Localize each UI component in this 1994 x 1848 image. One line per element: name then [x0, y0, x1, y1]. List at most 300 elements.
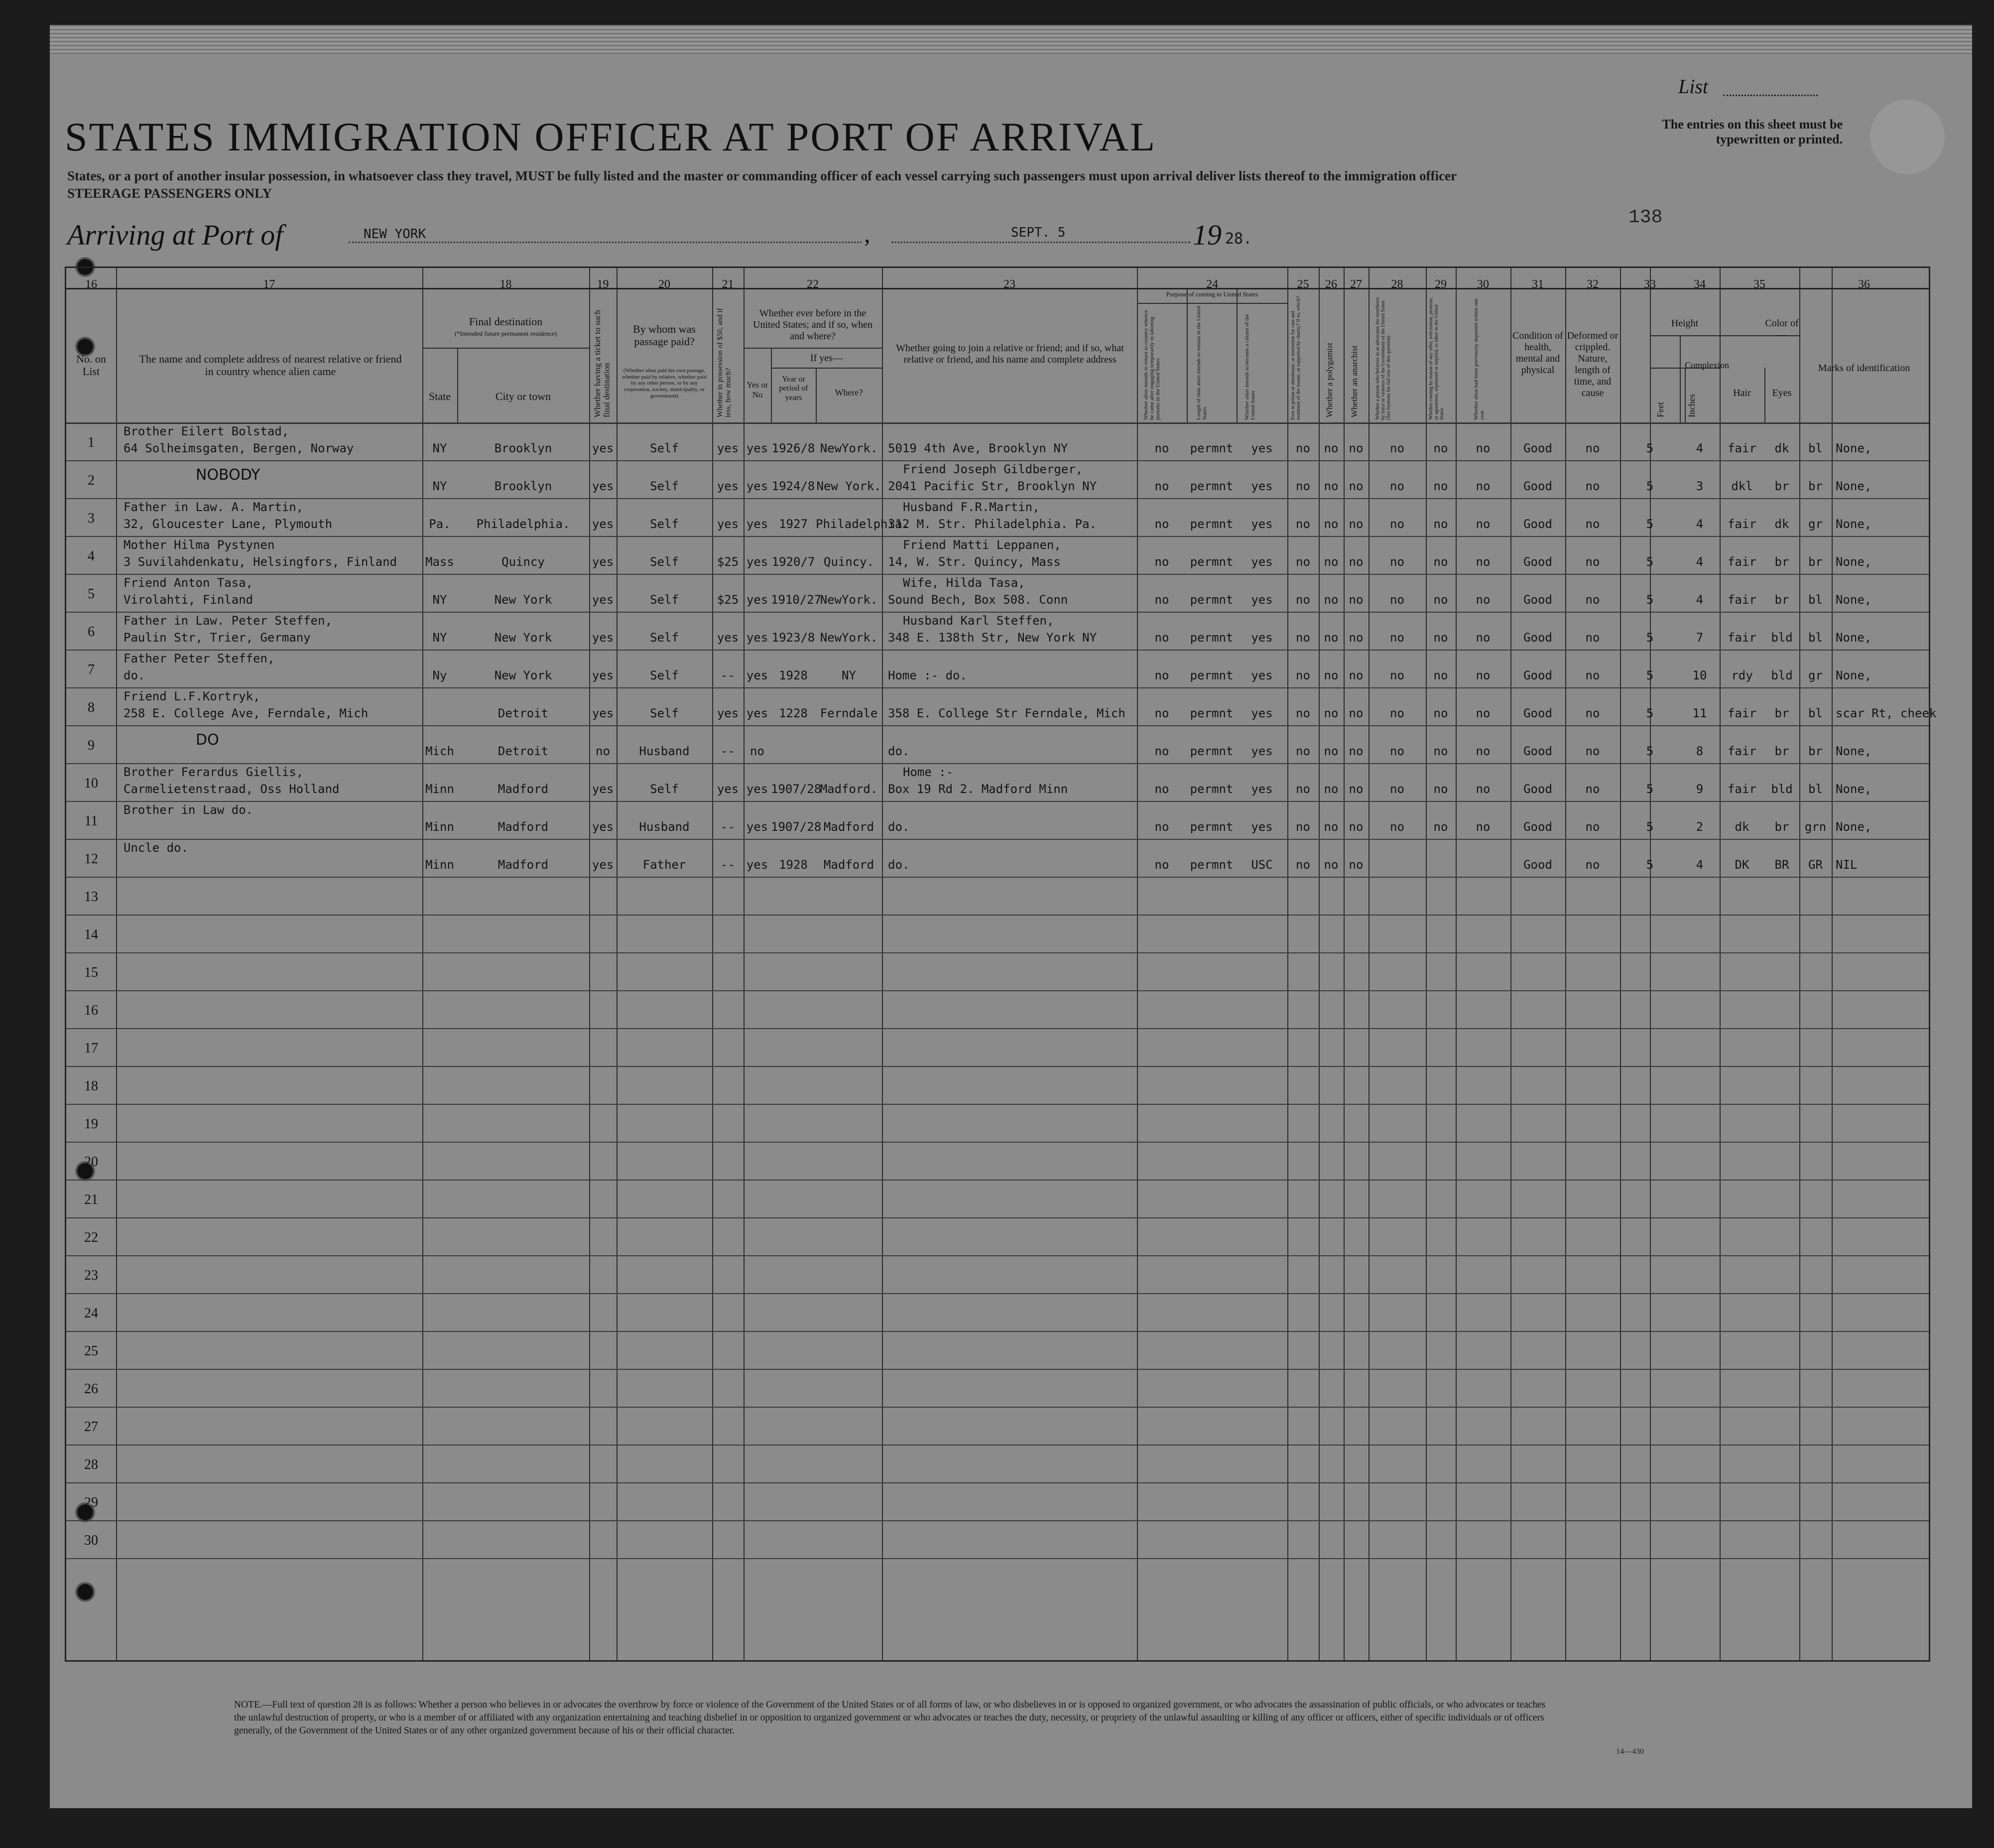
cell-ticket: yes — [592, 858, 614, 872]
row-rule — [66, 1331, 1929, 1332]
cell-feet: 5 — [1646, 744, 1654, 758]
cell-p_a: no — [1154, 782, 1169, 796]
col-num: 31 — [1532, 278, 1544, 291]
cell-c29: no — [1433, 555, 1448, 569]
cell-where: Ferndale — [820, 706, 878, 720]
cell-feet: 5 — [1646, 555, 1654, 569]
row-number: 6 — [88, 624, 95, 640]
joining-address: Home :- do. — [888, 668, 967, 682]
joining-address: do. — [888, 858, 910, 872]
cell-p_b: permnt — [1190, 479, 1234, 493]
cell-before: yes — [746, 593, 768, 607]
relative-address: Paulin Str, Trier, Germany — [124, 631, 311, 645]
cell-complexion: rdy — [1731, 668, 1753, 682]
cell-c25: no — [1296, 441, 1310, 455]
year-prefix: 19 — [1193, 219, 1222, 251]
cell-deformed: no — [1585, 668, 1600, 682]
row-number: 5 — [88, 586, 95, 602]
cell-money: yes — [717, 706, 739, 720]
cell-p_a: no — [1154, 858, 1169, 872]
col-num: 16 — [85, 278, 97, 291]
row-rule — [66, 1142, 1929, 1143]
row-rule — [66, 1558, 1929, 1559]
cell-c30: no — [1476, 820, 1491, 834]
cell-year: 1920/7 — [771, 555, 815, 569]
cell-hair: br — [1774, 593, 1789, 607]
cell-p_b: permnt — [1190, 555, 1234, 569]
cell-marks: None, — [1836, 820, 1872, 834]
cell-hair: br — [1774, 744, 1789, 758]
cell-hair: dk — [1774, 441, 1789, 455]
cell-p_c: yes — [1251, 517, 1273, 531]
cell-c26: no — [1324, 706, 1339, 720]
header-health: Condition of health, mental and physical — [1512, 330, 1563, 376]
cell-paid: Self — [650, 517, 679, 531]
relative-name: Brother Ferardus Giellis, — [124, 765, 304, 779]
date-value: SEPT. 5 — [1011, 225, 1066, 240]
cell-inches: 9 — [1696, 782, 1704, 796]
header-year-period: Year or period of years — [779, 375, 808, 402]
footnote: NOTE.—Full text of question 28 is as follows: Whether a person who believes in or advocates the overthrow by force or violence of the Government of the United States or of all forms of law, or who disbelieves in or is opposed to organized government, or who advocates the assassination of public officials, or who advocates or teaches the unlawful destruction of property, or who is a member of or affiliated with any organization entertaining and teaching disbelief in or opposition to organized government or who advocates or teaches the duty, necessity, or propriety of the unlawful assaulting or killing of any officer or officers, either of specific individuals or of officers generally, of the Government of the United States or of any other organized government because of his or their official character. — [234, 1700, 1546, 1736]
row-number: 26 — [84, 1381, 98, 1397]
row-rule — [66, 612, 1929, 613]
cell-city: New York — [494, 593, 552, 607]
cell-p_a: no — [1154, 744, 1169, 758]
cell-c26: no — [1324, 820, 1339, 834]
row-rule — [66, 952, 1929, 953]
cell-c25: no — [1296, 631, 1310, 645]
cell-complexion: fair — [1728, 555, 1756, 569]
cell-c26: no — [1324, 631, 1339, 645]
header-height: Height — [1671, 318, 1699, 329]
joining-name: Friend Joseph Gildberger, — [903, 462, 1083, 476]
cell-paid: Self — [650, 441, 679, 455]
cell-paid: Husband — [639, 820, 690, 834]
cell-year: 1928 — [779, 858, 808, 872]
cell-eyes: bl — [1808, 706, 1823, 720]
cell-before: yes — [746, 441, 768, 455]
cell-city: Detroit — [498, 744, 549, 758]
cell-marks: None, — [1836, 668, 1872, 682]
handwritten-entry: DO — [196, 731, 219, 749]
cell-complexion: fair — [1728, 631, 1756, 645]
cell-p_c: yes — [1251, 555, 1273, 569]
cell-c29: no — [1433, 593, 1448, 607]
cell-deformed: no — [1585, 441, 1600, 455]
cell-before: no — [750, 744, 764, 758]
joining-name: Friend Matti Leppanen, — [903, 538, 1061, 552]
cell-ticket: yes — [592, 631, 614, 645]
cell-year: 1928 — [779, 668, 808, 682]
header-inches: Inches — [1687, 394, 1697, 417]
arriving-label: Arriving at Port of — [67, 219, 283, 251]
row-number: 12 — [84, 851, 98, 867]
cell-p_b: permnt — [1190, 820, 1234, 834]
cell-where: Madford — [823, 858, 874, 872]
row-number: 19 — [84, 1116, 98, 1132]
cell-c27: no — [1349, 744, 1364, 758]
cell-year: 1910/27 — [771, 593, 822, 607]
cell-p_c: yes — [1251, 706, 1273, 720]
year-value: 28. — [1225, 230, 1252, 248]
passenger-class: STEERAGE PASSENGERS ONLY — [67, 186, 272, 201]
cell-p_b: permnt — [1190, 668, 1234, 682]
header-final-destination-note: (*Intended future permanent residence) — [454, 330, 557, 337]
col-num: 20 — [658, 278, 670, 291]
header-overthrow: Whether a person who believes in or advocates the overthrow by force or violence of the Government of the United States (See footnote for full text of this question) — [1375, 297, 1391, 420]
col-num: 25 — [1297, 278, 1309, 291]
row-number: 16 — [84, 1003, 98, 1018]
joining-name: Wife, Hilda Tasa, — [903, 576, 1025, 590]
cell-c26: no — [1324, 782, 1339, 796]
cell-p_b: permnt — [1190, 782, 1234, 796]
header-purpose: Purpose of coming to United States — [1166, 290, 1258, 298]
header-passage-paid: By whom was passage paid? — [633, 323, 696, 348]
cell-p_c: yes — [1251, 744, 1273, 758]
cell-c30: no — [1476, 782, 1491, 796]
cell-hair: br — [1774, 555, 1789, 569]
cell-c25: no — [1296, 668, 1310, 682]
cell-c30: no — [1476, 479, 1491, 493]
col-num: 33 — [1644, 278, 1656, 291]
cell-ticket: yes — [592, 555, 614, 569]
joining-address: Sound Bech, Box 508. Conn — [888, 593, 1068, 607]
cell-money: $25 — [717, 593, 739, 607]
cell-money: yes — [717, 479, 739, 493]
cell-money: yes — [717, 782, 739, 796]
cell-eyes: br — [1808, 479, 1823, 493]
cell-city: Madford — [498, 820, 549, 834]
row-rule — [66, 801, 1929, 802]
form-code: 14—430 — [1616, 1747, 1644, 1756]
cell-where: Madford — [823, 820, 874, 834]
cell-inches: 3 — [1696, 479, 1704, 493]
header-eyes: Eyes — [1772, 388, 1792, 398]
header-color-of: Color of— — [1765, 318, 1799, 340]
cell-hair: bld — [1771, 668, 1793, 682]
cell-marks: None, — [1836, 782, 1872, 796]
relative-address: 258 E. College Ave, Ferndale, Mich — [124, 706, 369, 720]
cell-state: NY — [432, 479, 447, 493]
row-number: 18 — [84, 1078, 98, 1094]
cell-p_c: yes — [1251, 593, 1273, 607]
cell-complexion: fair — [1728, 744, 1756, 758]
relative-address: 64 Solheimsgaten, Bergen, Norway — [124, 441, 354, 455]
cell-money: yes — [717, 517, 739, 531]
joining-address: do. — [888, 744, 910, 758]
cell-p_a: no — [1154, 593, 1169, 607]
cell-before: yes — [746, 479, 768, 493]
row-rule — [66, 839, 1929, 840]
cell-c25: no — [1296, 593, 1310, 607]
joining-address: do. — [888, 820, 910, 834]
cell-c29: no — [1433, 744, 1448, 758]
header-polygamist: Whether a polygamist — [1325, 342, 1334, 417]
cell-city: Brooklyn — [494, 441, 552, 455]
port-line — [349, 242, 862, 243]
cell-feet: 5 — [1646, 479, 1654, 493]
cell-state: NY — [432, 631, 447, 645]
header-no-on-list: No. on List — [76, 353, 106, 378]
header-deformed: Deformed or crippled. Nature, length of time, and cause — [1567, 330, 1619, 398]
col-num: 19 — [597, 278, 609, 291]
cell-eyes: gr — [1808, 517, 1823, 531]
cell-where: New York. — [816, 479, 881, 493]
cell-ticket: yes — [592, 593, 614, 607]
row-rule — [66, 422, 1929, 423]
typewritten-note: The entries on this sheet must be typewritten or printed. — [1662, 117, 1843, 146]
cell-p_b: permnt — [1190, 631, 1234, 645]
cell-where: NewYork. — [820, 593, 878, 607]
cell-state: NY — [432, 441, 447, 455]
cell-inches: 4 — [1696, 555, 1704, 569]
cell-inches: 11 — [1692, 706, 1707, 720]
row-rule — [66, 1482, 1929, 1483]
cell-inches: 2 — [1696, 820, 1704, 834]
cell-paid: Self — [650, 555, 679, 569]
cell-c28: no — [1390, 517, 1404, 531]
header-where: Where? — [835, 388, 863, 397]
relative-address: Virolahti, Finland — [124, 593, 253, 607]
stamp-mark — [1870, 100, 1945, 174]
relative-name: Friend L.F.Kortryk, — [124, 689, 260, 703]
joining-address: 312 M. Str. Philadelphia. Pa. — [888, 517, 1097, 531]
col-num: 29 — [1435, 278, 1447, 291]
header-nearest-relative: The name and complete address of nearest relative or friend in country whence alien came — [139, 353, 402, 378]
cell-complexion: fair — [1728, 517, 1756, 531]
row-rule — [66, 725, 1929, 726]
cell-eyes: gr — [1808, 668, 1823, 682]
cell-money: -- — [721, 668, 735, 682]
cell-c30: no — [1476, 631, 1491, 645]
cell-c29: no — [1433, 706, 1448, 720]
cell-marks: None, — [1836, 441, 1872, 455]
cell-year: 1926/8 — [771, 441, 815, 455]
cell-p_a: no — [1154, 820, 1169, 834]
header-purpose-b: Length of time alien intends to remain in the United States — [1196, 306, 1208, 420]
cell-paid: Father — [642, 858, 686, 872]
header-deported: Whether alien had been previously deported within one year — [1473, 298, 1486, 420]
relative-name: Brother Eilert Bolstad, — [124, 424, 289, 438]
cell-feet: 5 — [1646, 631, 1654, 645]
col-num: 36 — [1858, 278, 1870, 291]
row-rule — [66, 1445, 1929, 1446]
row-rule — [66, 460, 1929, 461]
cell-inches: 7 — [1696, 631, 1704, 645]
cell-feet: 5 — [1646, 706, 1654, 720]
joining-name: Home :- — [903, 765, 954, 779]
cell-city: Quincy — [501, 555, 545, 569]
header-marks: Marks of identification — [1818, 363, 1910, 374]
row-rule — [66, 1028, 1929, 1029]
cell-city: Madford — [498, 858, 549, 872]
cell-c28: no — [1390, 706, 1404, 720]
cell-c26: no — [1324, 479, 1339, 493]
cell-health: Good — [1523, 631, 1552, 645]
cell-deformed: no — [1585, 631, 1600, 645]
row-rule — [66, 687, 1929, 688]
cell-deformed: no — [1585, 858, 1600, 872]
col-num: 18 — [499, 278, 512, 291]
cell-health: Good — [1523, 555, 1552, 569]
row-number: 22 — [84, 1230, 98, 1245]
cell-feet: 5 — [1646, 517, 1654, 531]
header-feet: Feet — [1655, 402, 1665, 417]
cell-inches: 4 — [1696, 517, 1704, 531]
cell-c28: no — [1390, 555, 1404, 569]
cell-feet: 5 — [1646, 820, 1654, 834]
cell-before: yes — [746, 706, 768, 720]
list-label: List — [1678, 75, 1709, 98]
cell-year: 1907/28 — [771, 820, 822, 834]
cell-c26: no — [1324, 593, 1339, 607]
cell-ticket: yes — [592, 820, 614, 834]
cell-paid: Self — [650, 782, 679, 796]
cell-state: Mass — [425, 555, 454, 569]
cell-c29: no — [1433, 517, 1448, 531]
cell-c25: no — [1296, 744, 1310, 758]
cell-p_b: permnt — [1190, 441, 1234, 455]
cell-c28: no — [1390, 820, 1404, 834]
joining-address: 2041 Pacific Str, Brooklyn NY — [888, 479, 1097, 493]
cell-deformed: no — [1585, 479, 1600, 493]
header-prison: Ever in prison or almshouse, or institution for care and treatment of the insane, or supported by charity? If so, which? — [1290, 296, 1301, 420]
cell-health: Good — [1523, 517, 1552, 531]
cell-c28: no — [1390, 441, 1404, 455]
relative-name: Uncle do. — [124, 841, 189, 855]
cell-health: Good — [1523, 820, 1552, 834]
cell-marks: None, — [1836, 744, 1872, 758]
col-num: 35 — [1753, 278, 1765, 291]
joining-address: 348 E. 138th Str, New York NY — [888, 631, 1097, 645]
row-number: 7 — [88, 662, 95, 677]
cell-paid: Self — [650, 631, 679, 645]
cell-c27: no — [1349, 517, 1364, 531]
cell-c28: no — [1390, 479, 1404, 493]
col-num: 23 — [1003, 278, 1015, 291]
col-num: 22 — [807, 278, 819, 291]
cell-year: 1923/8 — [771, 631, 815, 645]
cell-city: Detroit — [498, 706, 549, 720]
header-yes-no: Yes or No — [747, 380, 768, 399]
relative-address: do. — [124, 668, 145, 682]
cell-inches: 4 — [1696, 441, 1704, 455]
cell-marks: None, — [1836, 517, 1872, 531]
cell-p_a: no — [1154, 668, 1169, 682]
cell-deformed: no — [1585, 782, 1600, 796]
cell-c27: no — [1349, 479, 1364, 493]
row-rule — [66, 1369, 1929, 1370]
cell-c26: no — [1324, 744, 1339, 758]
cell-c27: no — [1349, 441, 1364, 455]
cell-c25: no — [1296, 555, 1310, 569]
cell-eyes: bl — [1808, 631, 1823, 645]
cell-c30: no — [1476, 706, 1491, 720]
cell-paid: Self — [650, 479, 679, 493]
cell-state: NY — [432, 593, 447, 607]
cell-before: yes — [746, 555, 768, 569]
row-rule — [66, 1180, 1929, 1181]
cell-c26: no — [1324, 858, 1339, 872]
relative-name: Father in Law. Peter Steffen, — [124, 614, 333, 628]
cell-state: Pa. — [429, 517, 451, 531]
cell-health: Good — [1523, 782, 1552, 796]
cell-c27: no — [1349, 555, 1364, 569]
cell-c25: no — [1296, 706, 1310, 720]
joining-address: 5019 4th Ave, Brooklyn NY — [888, 441, 1068, 455]
header-purpose-c: Whether alien intends to become a citizen of the United States — [1244, 314, 1256, 420]
row-rule — [66, 1293, 1929, 1294]
cell-ticket: yes — [592, 782, 614, 796]
cell-state: Minn — [425, 820, 454, 834]
cell-city: Brooklyn — [494, 479, 552, 493]
cell-paid: Self — [650, 593, 679, 607]
header-before-in-us: Whether ever before in the United States; and if so, when and where? — [753, 308, 872, 342]
cell-p_b: permnt — [1190, 517, 1234, 531]
page-title: STATES IMMIGRATION OFFICER AT PORT OF ARRIVAL — [65, 114, 1157, 159]
cell-ticket: no — [596, 744, 610, 758]
cell-ticket: yes — [592, 668, 614, 682]
cell-c26: no — [1324, 555, 1339, 569]
cell-p_b: permnt — [1190, 593, 1234, 607]
row-rule — [66, 1407, 1929, 1408]
cell-where: NY — [842, 668, 856, 682]
cell-state: Minn — [425, 782, 454, 796]
cell-c27: no — [1349, 782, 1364, 796]
cell-state: Ny — [432, 668, 447, 682]
cell-c30: no — [1476, 668, 1491, 682]
cell-c25: no — [1296, 782, 1310, 796]
cell-before: yes — [746, 782, 768, 796]
row-rule — [66, 574, 1929, 575]
cell-p_c: yes — [1251, 479, 1273, 493]
cell-c30: no — [1476, 555, 1491, 569]
row-number: 15 — [84, 965, 98, 980]
row-number: 23 — [84, 1268, 98, 1283]
cell-health: Good — [1523, 744, 1552, 758]
row-rule — [66, 1255, 1929, 1256]
cell-paid: Self — [650, 668, 679, 682]
cell-ticket: yes — [592, 517, 614, 531]
cell-deformed: no — [1585, 517, 1600, 531]
cell-c28: no — [1390, 593, 1404, 607]
row-rule — [66, 498, 1929, 499]
row-number: 4 — [88, 548, 95, 564]
col-num: 24 — [1206, 278, 1218, 291]
cell-before: yes — [746, 517, 768, 531]
joining-name: Husband Karl Steffen, — [903, 614, 1054, 628]
col-num: 17 — [263, 278, 275, 291]
cell-health: Good — [1523, 668, 1552, 682]
cell-c29: no — [1433, 441, 1448, 455]
cell-inches: 4 — [1696, 593, 1704, 607]
cell-inches: 10 — [1692, 668, 1707, 682]
header-labor-offer: Whether coming by reason of any offer, solicitation, promise, or agreement, expressed or implied, to labor in the United States — [1428, 297, 1445, 420]
cell-c25: no — [1296, 517, 1310, 531]
row-rule — [66, 1066, 1929, 1067]
cell-money: yes — [717, 631, 739, 645]
cell-hair: br — [1774, 479, 1789, 493]
cell-c30: no — [1476, 441, 1491, 455]
date-line — [891, 242, 1190, 243]
cell-c28: no — [1390, 782, 1404, 796]
col-num: 21 — [722, 278, 734, 291]
row-number: 17 — [84, 1041, 98, 1056]
row-number: 10 — [84, 776, 98, 791]
row-number: 30 — [84, 1533, 98, 1548]
cell-complexion: dkl — [1731, 479, 1753, 493]
cell-where: Philadelphia. — [816, 517, 909, 531]
